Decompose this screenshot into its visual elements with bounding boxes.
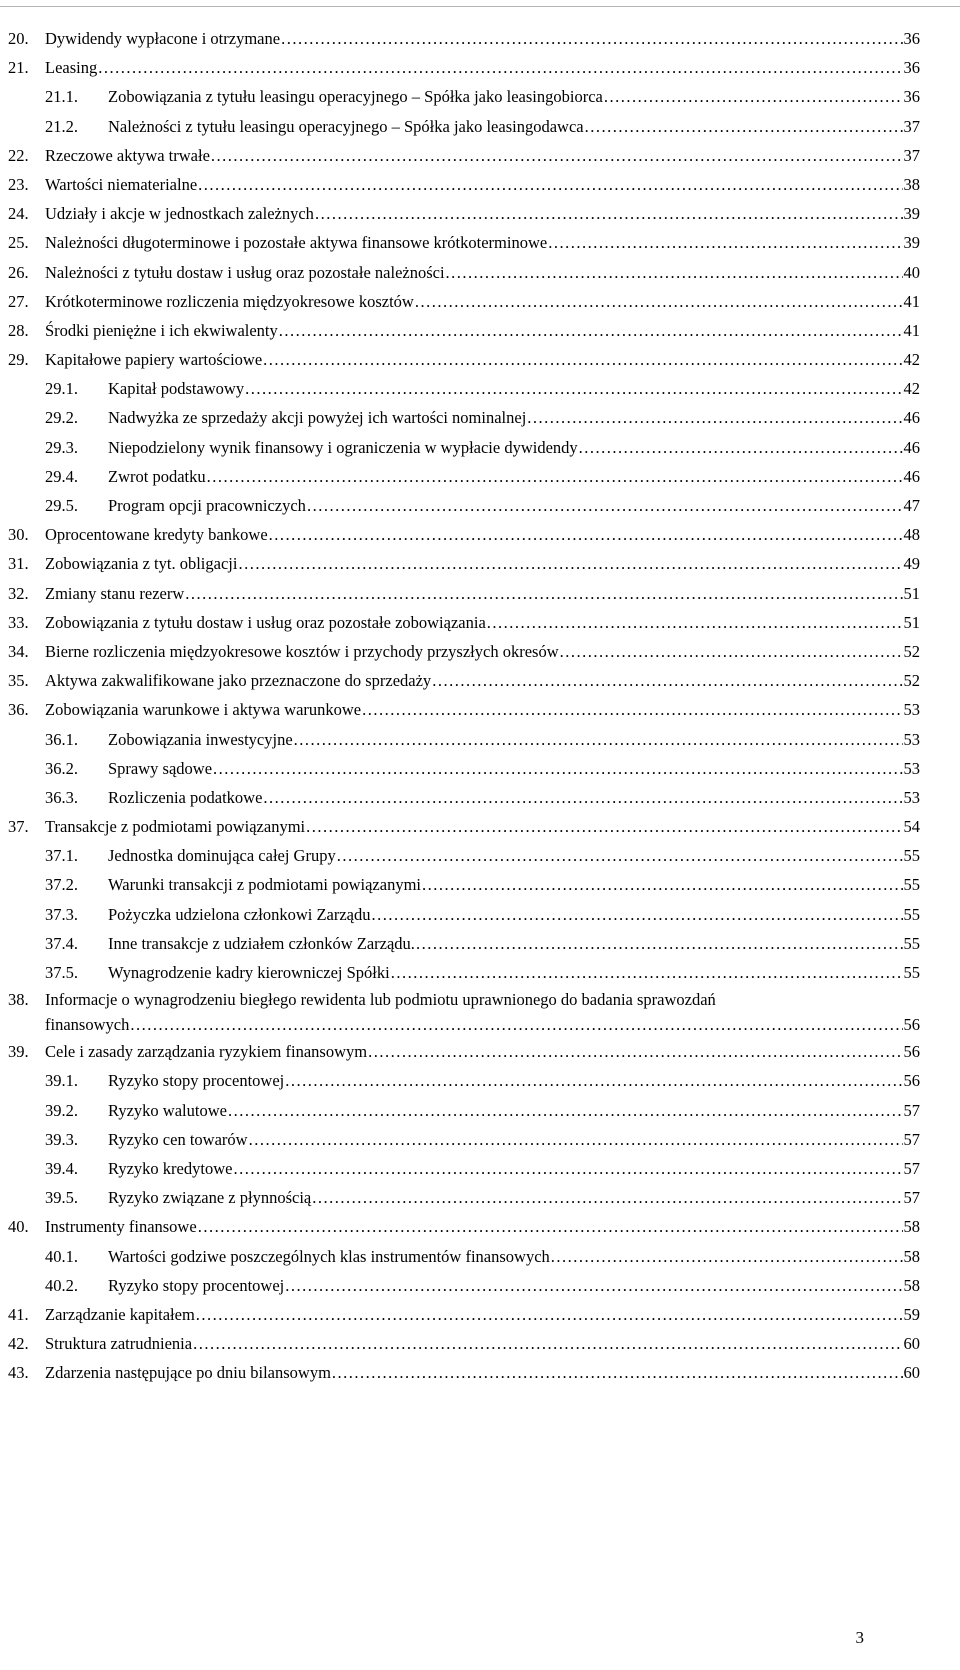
toc-entry-page: 52: [903, 641, 920, 661]
toc-entry-number: 37.: [8, 817, 29, 837]
toc-entry-number: 34.: [8, 641, 29, 661]
toc-entry-number: 40.: [8, 1217, 29, 1237]
toc-entry-title: Krótkoterminowe rozliczenia międzyokresowe kosztów: [45, 291, 414, 311]
toc-entry-page: 37: [903, 145, 920, 165]
toc-entry-number: 43.: [8, 1363, 29, 1383]
toc-leader-dots: [193, 1329, 902, 1358]
toc-leader-dots: [245, 374, 902, 403]
toc-leader-dots: [312, 1183, 902, 1212]
toc-entry-page: 51: [903, 583, 920, 603]
toc-entry[interactable]: [0, 345, 960, 374]
toc-entry-number: 29.: [8, 350, 29, 370]
toc-entry-title: Zobowiązania warunkowe i aktywa warunkowe: [45, 700, 362, 720]
header-rule: [0, 6, 960, 7]
toc-entry-page: 36: [903, 29, 920, 48]
toc-entry-page: 41: [903, 320, 920, 340]
toc-entry-title: Wartości godziwe poszczególnych klas instrumentów finansowych: [108, 1246, 550, 1266]
toc-entry-number: 31.: [8, 554, 29, 574]
toc-entry-number: 37.3.: [45, 904, 78, 924]
toc-entry-number: 21.: [8, 58, 29, 78]
toc-entry-page: 46: [903, 466, 920, 486]
toc-entry-page: 48: [903, 525, 920, 545]
toc-entry[interactable]: [0, 1183, 960, 1212]
toc-entry-page: 37: [903, 116, 920, 136]
toc-leader-dots: [211, 141, 903, 170]
toc-entry-number: 29.1.: [45, 379, 78, 399]
toc-entry-page: 57: [903, 1129, 920, 1149]
toc-entry-title: Informacje o wynagrodzeniu biegłego rewidenta lub podmiotu uprawnionego do badania sprawozdań: [45, 990, 716, 1010]
toc-entry[interactable]: [0, 549, 960, 578]
toc-entry-title: Ryzyko stopy procentowej: [108, 1071, 285, 1091]
toc-entry-number: 37.1.: [45, 846, 78, 866]
toc-entry-page: 56: [903, 1071, 920, 1091]
toc-entry[interactable]: [0, 1037, 960, 1066]
toc-entry-number: 39.: [8, 1042, 29, 1062]
toc-entry-page: 55: [903, 904, 920, 924]
toc-leader-dots: [185, 579, 902, 608]
toc-entry-page: 46: [903, 437, 920, 457]
toc-entry-page: 54: [903, 817, 920, 837]
toc-entry-number: 37.4.: [45, 933, 78, 953]
toc-entry[interactable]: [0, 287, 960, 316]
toc-entry-page: 47: [903, 496, 920, 515]
toc-entry[interactable]: [0, 53, 960, 82]
toc-entry-number: 24.: [8, 204, 29, 224]
toc-entry[interactable]: [0, 1125, 960, 1154]
toc-entry-title: Kapitałowe papiery wartościowe: [45, 350, 263, 370]
toc-entry-title: Środki pieniężne i ich ekwiwalenty: [45, 320, 278, 340]
toc-leader-dots: [422, 870, 902, 899]
toc-entry-number: 33.: [8, 612, 29, 632]
toc-entry-number: 39.1.: [45, 1071, 78, 1091]
toc-entry-title: Nadwyżka ze sprzedaży akcji powyżej ich wartości nominalnej: [108, 408, 527, 428]
toc-leader-dots: [337, 841, 903, 870]
toc-entry-title: Zobowiązania z tyt. obligacji: [45, 554, 238, 574]
toc-entry-title: Należności z tytułu leasingu operacyjnego – Spółka jako leasingodawca: [108, 116, 584, 136]
toc-entry[interactable]: [0, 141, 960, 170]
toc-entry[interactable]: [0, 258, 960, 287]
toc-entry[interactable]: [0, 958, 960, 987]
toc-entry-page: 53: [903, 758, 920, 778]
toc-entry[interactable]: [0, 491, 960, 520]
toc-leader-dots: [332, 1358, 903, 1387]
page-number: 3: [855, 1628, 864, 1647]
toc-entry[interactable]: [0, 987, 960, 1037]
toc-entry-title: Program opcji pracowniczych: [108, 496, 306, 515]
toc-entry[interactable]: [0, 695, 960, 724]
toc-leader-dots: [263, 783, 902, 812]
toc-entry-number: 23.: [8, 174, 29, 194]
toc-leader-dots: [548, 228, 902, 257]
toc-entry-page: 58: [903, 1217, 920, 1237]
toc-entry-page: 39: [903, 204, 920, 224]
toc-entry-number: 38.: [8, 990, 29, 1010]
toc-entry-number: 36.3.: [45, 787, 78, 807]
toc-entry-number: 39.3.: [45, 1129, 78, 1149]
toc-entry-title: Dywidendy wypłacone i otrzymane: [45, 29, 281, 48]
toc-entry-title: Ryzyko związane z płynnością: [108, 1188, 312, 1208]
toc-entry-page: 42: [903, 350, 920, 370]
toc-entry-number: 30.: [8, 525, 29, 545]
toc-entry[interactable]: [0, 374, 960, 403]
toc-entry-page: 60: [903, 1334, 920, 1354]
toc-entry-number: 27.: [8, 291, 29, 311]
table-of-contents: [0, 24, 960, 1387]
toc-entry[interactable]: [0, 929, 960, 958]
toc-entry[interactable]: [0, 870, 960, 899]
toc-leader-dots: [415, 287, 903, 316]
toc-leader-dots: [416, 929, 903, 958]
toc-entry-page: 46: [903, 408, 920, 428]
toc-entry[interactable]: [0, 1271, 960, 1300]
toc-entry[interactable]: [0, 112, 960, 141]
toc-entry[interactable]: [0, 1154, 960, 1183]
toc-entry[interactable]: [0, 462, 960, 491]
toc-entry-title: Leasing: [45, 58, 98, 78]
toc-entry-title: Cele i zasady zarządzania ryzykiem finansowym: [45, 1042, 368, 1062]
toc-entry[interactable]: [0, 228, 960, 257]
toc-leader-dots: [269, 520, 903, 549]
toc-entry-page: 55: [903, 963, 920, 982]
toc-leader-dots: [579, 433, 903, 462]
toc-entry-page: 53: [903, 700, 920, 720]
toc-entry[interactable]: [0, 1300, 960, 1329]
toc-entry-number: 40.1.: [45, 1246, 78, 1266]
toc-entry[interactable]: [0, 579, 960, 608]
toc-entry-title: Zmiany stanu rezerw: [45, 583, 185, 603]
toc-entry[interactable]: [0, 433, 960, 462]
toc-entry-page: 36: [903, 58, 920, 78]
toc-entry-number: 40.2.: [45, 1275, 78, 1295]
toc-entry-page: 58: [903, 1275, 920, 1295]
toc-leader-dots: [233, 1154, 902, 1183]
toc-leader-dots: [372, 900, 903, 929]
toc-entry-number: 20.: [8, 29, 29, 48]
toc-entry[interactable]: [0, 1066, 960, 1095]
toc-entry-page: 51: [903, 612, 920, 632]
toc-leader-dots: [279, 316, 903, 345]
toc-entry-number: 22.: [8, 145, 29, 165]
toc-entry-title: Transakcje z podmiotami powiązanymi: [45, 817, 306, 837]
toc-leader-dots: [294, 725, 903, 754]
toc-entry-page: 60: [903, 1363, 920, 1383]
toc-entry-page: 55: [903, 933, 920, 953]
toc-entry-title: Ryzyko stopy procentowej: [108, 1275, 285, 1295]
toc-entry-title: Wynagrodzenie kadry kierowniczej Spółki: [108, 963, 390, 982]
toc-entry-page: 52: [903, 671, 920, 691]
toc-entry-number: 21.2.: [45, 116, 78, 136]
toc-entry[interactable]: [0, 812, 960, 841]
toc-entry-number: 37.5.: [45, 963, 78, 982]
toc-entry-title: Zobowiązania z tytułu dostaw i usług oraz pozostałe zobowiązania: [45, 612, 486, 632]
toc-entry-number: 29.3.: [45, 437, 78, 457]
toc-entry-title: Zarządzanie kapitałem: [45, 1304, 195, 1324]
toc-entry[interactable]: [0, 1242, 960, 1271]
toc-leader-dots: [198, 170, 902, 199]
toc-leader-dots: [368, 1037, 902, 1066]
toc-entry-page: 40: [903, 262, 920, 282]
toc-entry[interactable]: [0, 608, 960, 637]
toc-entry-number: 36.1.: [45, 729, 78, 749]
toc-entry[interactable]: [0, 1358, 960, 1387]
toc-leader-dots: [198, 1212, 903, 1241]
toc-entry-title: Ryzyko cen towarów: [108, 1129, 248, 1149]
toc-entry-title: Kapitał podstawowy: [108, 379, 245, 399]
toc-leader-dots: [487, 608, 903, 637]
toc-leader-dots: [238, 549, 902, 578]
toc-entry[interactable]: [0, 900, 960, 929]
toc-leader-dots: [604, 82, 903, 111]
toc-entry-page: 41: [903, 291, 920, 311]
toc-entry-number: 28.: [8, 320, 29, 340]
toc-entry-page: 42: [903, 379, 920, 399]
toc-entry-number: 39.5.: [45, 1188, 78, 1208]
toc-entry-title: Sprawy sądowe: [108, 758, 213, 778]
toc-leader-dots: [527, 403, 902, 432]
toc-entry-title: Należności z tytułu dostaw i usług oraz pozostałe należności: [45, 262, 445, 282]
toc-entry[interactable]: [0, 1096, 960, 1125]
toc-entry[interactable]: [0, 637, 960, 666]
toc-entry-page: 39: [903, 233, 920, 253]
toc-leader-dots: [391, 958, 903, 987]
toc-entry[interactable]: [0, 841, 960, 870]
toc-leader-dots: [551, 1242, 903, 1271]
toc-leader-dots: [281, 24, 902, 53]
toc-entry[interactable]: [0, 24, 960, 53]
toc-entry[interactable]: [0, 316, 960, 345]
toc-entry-title: Udziały i akcje w jednostkach zależnych: [45, 204, 314, 224]
toc-entry[interactable]: [0, 199, 960, 228]
toc-entry-number: 41.: [8, 1304, 29, 1324]
toc-entry[interactable]: [0, 725, 960, 754]
toc-entry-page: 55: [903, 846, 920, 866]
toc-leader-dots: [285, 1066, 902, 1095]
toc-entry-title: Zobowiązania inwestycyjne: [108, 729, 293, 749]
toc-entry-number: 42.: [8, 1334, 29, 1354]
toc-entry[interactable]: [0, 403, 960, 432]
toc-leader-dots: [446, 258, 903, 287]
toc-entry-page: 53: [903, 729, 920, 749]
toc-entry-title: Oprocentowane kredyty bankowe: [45, 525, 268, 545]
toc-leader-dots: [560, 637, 903, 666]
toc-leader-dots: [196, 1300, 903, 1329]
toc-entry-page: 57: [903, 1158, 920, 1178]
toc-leader-dots: [285, 1271, 902, 1300]
toc-entry-number: 29.4.: [45, 466, 78, 486]
toc-entry-title: Struktura zatrudnienia: [45, 1334, 193, 1354]
toc-entry-title: Zobowiązania z tytułu leasingu operacyjnego – Spółka jako leasingobiorca: [108, 87, 603, 107]
toc-leader-dots: [213, 754, 902, 783]
toc-entry-page: 53: [903, 787, 920, 807]
toc-leader-dots: [307, 491, 903, 520]
toc-entry-page: 36: [903, 87, 920, 107]
toc-leader-dots: [98, 53, 902, 82]
toc-entry[interactable]: [0, 1212, 960, 1241]
toc-entry[interactable]: [0, 170, 960, 199]
toc-entry-title: Ryzyko kredytowe: [108, 1158, 233, 1178]
toc-entry-title: Należności długoterminowe i pozostałe aktywa finansowe krótkoterminowe: [45, 233, 548, 253]
toc-entry-page: 57: [903, 1100, 920, 1120]
toc-leader-dots: [249, 1125, 903, 1154]
toc-leader-dots: [130, 1012, 902, 1037]
toc-entry-page: 56: [903, 1015, 920, 1035]
toc-entry[interactable]: [0, 1329, 960, 1358]
toc-entry-title: Rzeczowe aktywa trwałe: [45, 145, 210, 165]
toc-entry-number: 37.2.: [45, 875, 78, 895]
toc-entry-page: 55: [903, 875, 920, 895]
toc-entry-title: Warunki transakcji z podmiotami powiązanymi: [108, 875, 422, 895]
toc-entry-page: 56: [903, 1042, 920, 1062]
toc-entry-number: 29.2.: [45, 408, 78, 428]
toc-entry-page: 58: [903, 1246, 920, 1266]
toc-leader-dots: [585, 112, 903, 141]
toc-entry-number: 26.: [8, 262, 29, 282]
toc-entry-number: 36.: [8, 700, 29, 720]
toc-leader-dots: [207, 462, 903, 491]
toc-entry-number: 29.5.: [45, 496, 78, 515]
toc-entry[interactable]: [0, 666, 960, 695]
toc-entry-title: Rozliczenia podatkowe: [108, 787, 263, 807]
toc-leader-dots: [362, 695, 902, 724]
toc-entry-number: 35.: [8, 671, 29, 691]
toc-entry-number: 39.4.: [45, 1158, 78, 1178]
toc-entry-title: Bierne rozliczenia międzyokresowe kosztów i przychody przyszłych okresów: [45, 641, 559, 661]
toc-entry-title: Aktywa zakwalifikowane jako przeznaczone do sprzedaży: [45, 671, 432, 691]
toc-entry-title-continued: finansowych: [45, 1015, 130, 1035]
toc-entry-page: 59: [903, 1304, 920, 1324]
toc-entry-title: Wartości niematerialne: [45, 174, 198, 194]
toc-entry-page: 57: [903, 1188, 920, 1208]
toc-entry[interactable]: [0, 82, 960, 111]
toc-entry-number: 36.2.: [45, 758, 78, 778]
toc-entry-title: Pożyczka udzielona członkowi Zarządu: [108, 904, 371, 924]
toc-entry[interactable]: [0, 783, 960, 812]
toc-entry-title: Instrumenty finansowe: [45, 1217, 197, 1237]
toc-entry-page: 49: [903, 554, 920, 574]
toc-entry-title: Inne transakcje z udziałem członków Zarządu.: [108, 933, 415, 953]
toc-entry-title: Zdarzenia następujące po dniu bilansowym: [45, 1363, 331, 1383]
toc-entry[interactable]: [0, 754, 960, 783]
toc-entry-title: Ryzyko walutowe: [108, 1100, 227, 1120]
toc-leader-dots: [263, 345, 902, 374]
toc-leader-dots: [315, 199, 903, 228]
toc-entry-number: 25.: [8, 233, 29, 253]
toc-leader-dots: [228, 1096, 903, 1125]
toc-entry-title: Niepodzielony wynik finansowy i ograniczenia w wypłacie dywidendy: [108, 437, 578, 457]
toc-entry-page: 38: [903, 174, 920, 194]
toc-entry[interactable]: [0, 520, 960, 549]
toc-entry-title: Zwrot podatku: [108, 466, 206, 486]
toc-entry-title: Jednostka dominująca całej Grupy: [108, 846, 336, 866]
toc-leader-dots: [432, 666, 902, 695]
toc-leader-dots: [306, 812, 902, 841]
toc-entry-number: 21.1.: [45, 87, 78, 107]
toc-entry-number: 32.: [8, 583, 29, 603]
toc-entry-number: 39.2.: [45, 1100, 78, 1120]
